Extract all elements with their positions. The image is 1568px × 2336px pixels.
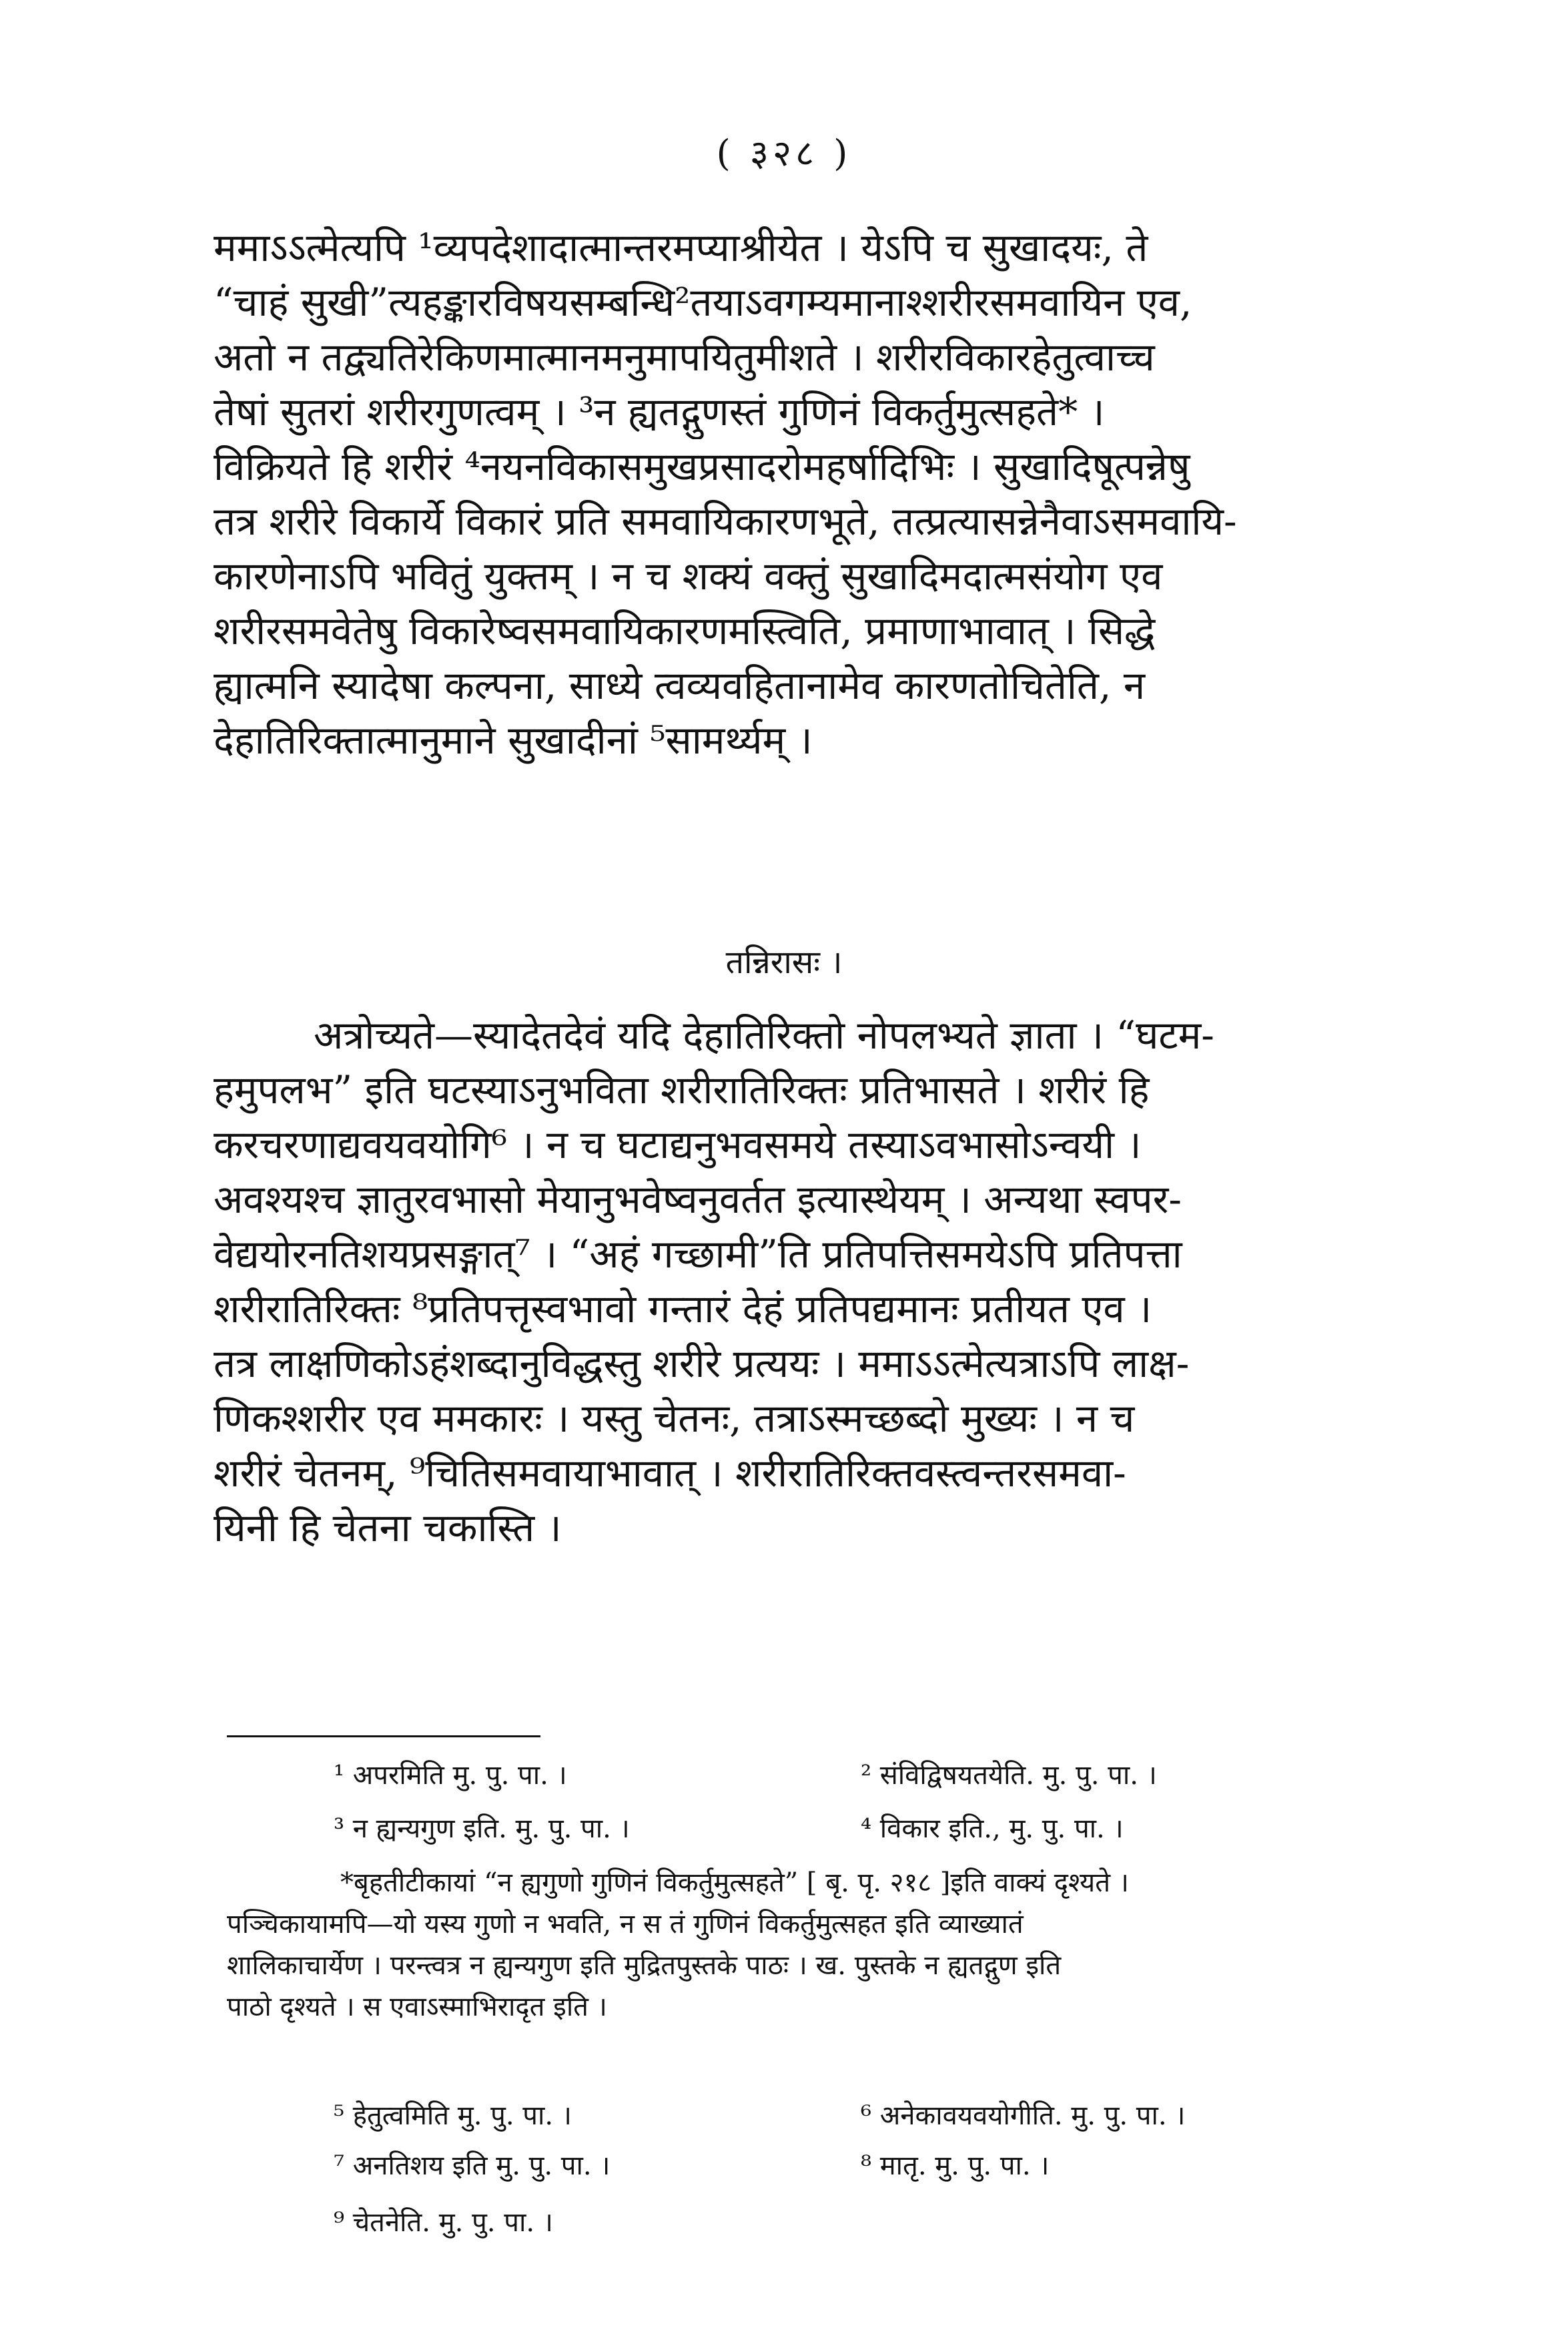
footnote-divider [227,1735,540,1737]
text-line: णिकश्शरीर एव ममकारः । यस्तु चेतनः, तत्राऽस्मच्छब्दो मुख्यः । न च [214,1396,1135,1441]
text-line: तेषां सुतरां शरीरगुणत्वम् । ³न ह्यतद्गुणस्तं गुणिनं विकर्तुमुत्सहते* । [214,389,1105,434]
text-line: वेद्ययोरनतिशयप्रसङ्गात्⁷ । “अहं गच्छामी”ति प्रतिपत्तिसमयेऽपि प्रतिपत्ता [214,1231,1182,1277]
text-line: करचरणाद्यवयवयोगि⁶ । न च घटाद्यनुभवसमये तस्याऽवभासोऽन्वयी । [214,1122,1142,1167]
paragraph-2 [214,1008,1448,1555]
text-line: शरीरं चेतनम्, ⁹चितिसमवायाभावात् । शरीरातिरिक्तवस्त्वन्तरसमवा- [214,1450,1126,1496]
text-line: यिनी हि चेतना चकास्ति । [214,1505,562,1550]
footnote-line: पाठो दृश्यते । स एवाऽस्माभिरादृत इति । [227,1992,607,2022]
paragraph-1 [214,220,1448,768]
text-line: देहातिरिक्तात्मानुमाने सुखादीनां ⁵सामर्थ्यम् । [214,717,813,763]
footnote-8: ⁸ मातृ. मु. पु. पा. । [861,2150,1050,2181]
text-line: “चाहं सुखी”त्यहङ्कारविषयसम्बन्धि²तयाऽवगम्यमानाश्शरीरसमवायिन एव, [214,280,1192,325]
text-line: अवश्यश्च ज्ञातुरवभासो मेयानुभवेष्वनुवर्तत इत्यास्थेयम् । अन्यथा स्वपर- [214,1177,1182,1222]
text-line: ममाऽऽत्मेत्यपि ¹व्यपदेशादात्मान्तरमप्याश्रीयेत । येऽपि च सुखादयः, ते [214,225,1148,270]
footnote-4: ⁴ विकार इति., मु. पु. पा. । [861,1813,1124,1844]
text-line: तत्र शरीरे विकार्ये विकारं प्रति समवायिकारणभूते, तत्प्रत्यासन्नेनैवाऽसमवायि- [214,499,1237,544]
footnote-line: शालिकाचार्येण । परन्त्वत्र न ह्यन्यगुण इति मुद्रितपुस्तके पाठः । ख. पुस्तके न ह्यतद्गुण इति [227,1950,1062,1981]
footnote-star [227,1862,1448,2028]
section-heading: तन्निरासः । [725,944,843,981]
text-line: ह्यात्मनि स्यादेषा कल्पना, साध्ये त्वव्यवहितानामेव कारणतोचितेति, न [214,663,1146,708]
page-number: ( ३२८ ) [716,132,852,174]
text-line: शरीरातिरिक्तः ⁸प्रतिपत्तृस्वभावो गन्तारं देहं प्रतिपद्यमानः प्रतीयत एव । [214,1286,1152,1332]
footnote-7: ⁷ अनतिशय इति मु. पु. पा. । [334,2150,611,2181]
text-line: शरीरसमवेतेषु विकारेष्वसमवायिकारणमस्त्विति, प्रमाणाभावात् । सिद्धे [214,608,1156,653]
text-line: हमुपलभ” इति घटस्याऽनुभविता शरीरातिरिक्तः प्रतिभासते । शरीरं हि [214,1067,1150,1113]
footnote-3: ³ न ह्यन्यगुण इति. मु. पु. पा. । [334,1813,630,1844]
footnote-9: ⁹ चेतनेति. मु. पु. पा. । [334,2207,553,2238]
footnote-line: पञ्चिकायामपि—यो यस्य गुणो न भवति, न स तं गुणिनं विकर्तुमुत्सहत इति व्याख्यातं [227,1909,1024,1940]
text-line: तत्र लाक्षणिकोऽहंशब्दानुविद्धस्तु शरीरे प्रत्ययः । ममाऽऽत्मेत्यत्राऽपि लाक्ष- [214,1341,1190,1386]
text-line: विक्रियते हि शरीरं ⁴नयनविकासमुखप्रसादरोमहर्षादिभिः । सुखादिषूत्पन्नेषु [214,444,1190,489]
text-line: अतो न तद्व्यतिरेकिणमात्मानमनुमापयितुमीशते । शरीरविकारहेतुत्वाच्च [214,334,1155,380]
footnote-line: *बृहतीटीकायां “न ह्यगुणो गुणिनं विकर्तुमुत्सहते” [ बृ. पृ. २१८ ]इति वाक्यं दृश्यते । [340,1867,1129,1898]
footnote-5: ⁵ हेतुत्वमिति मु. पु. पा. । [334,2100,572,2131]
footnote-6: ⁶ अनेकावयवयोगीति. मु. पु. पा. । [861,2100,1186,2131]
footnote-2: ² संविद्विषयतयेति. मु. पु. पा. । [861,1760,1157,1791]
text-line: कारणेनाऽपि भवितुं युक्तम् । न च शक्यं वक्तुं सुखादिमदात्मसंयोग एव [214,553,1163,599]
text-line: अत्रोच्यते—स्यादेतदेवं यदि देहातिरिक्तो नोपलभ्यते ज्ञाता । “घटम- [314,1012,1214,1058]
footnote-1: ¹ अपरमिति मु. पु. पा. । [334,1760,567,1791]
